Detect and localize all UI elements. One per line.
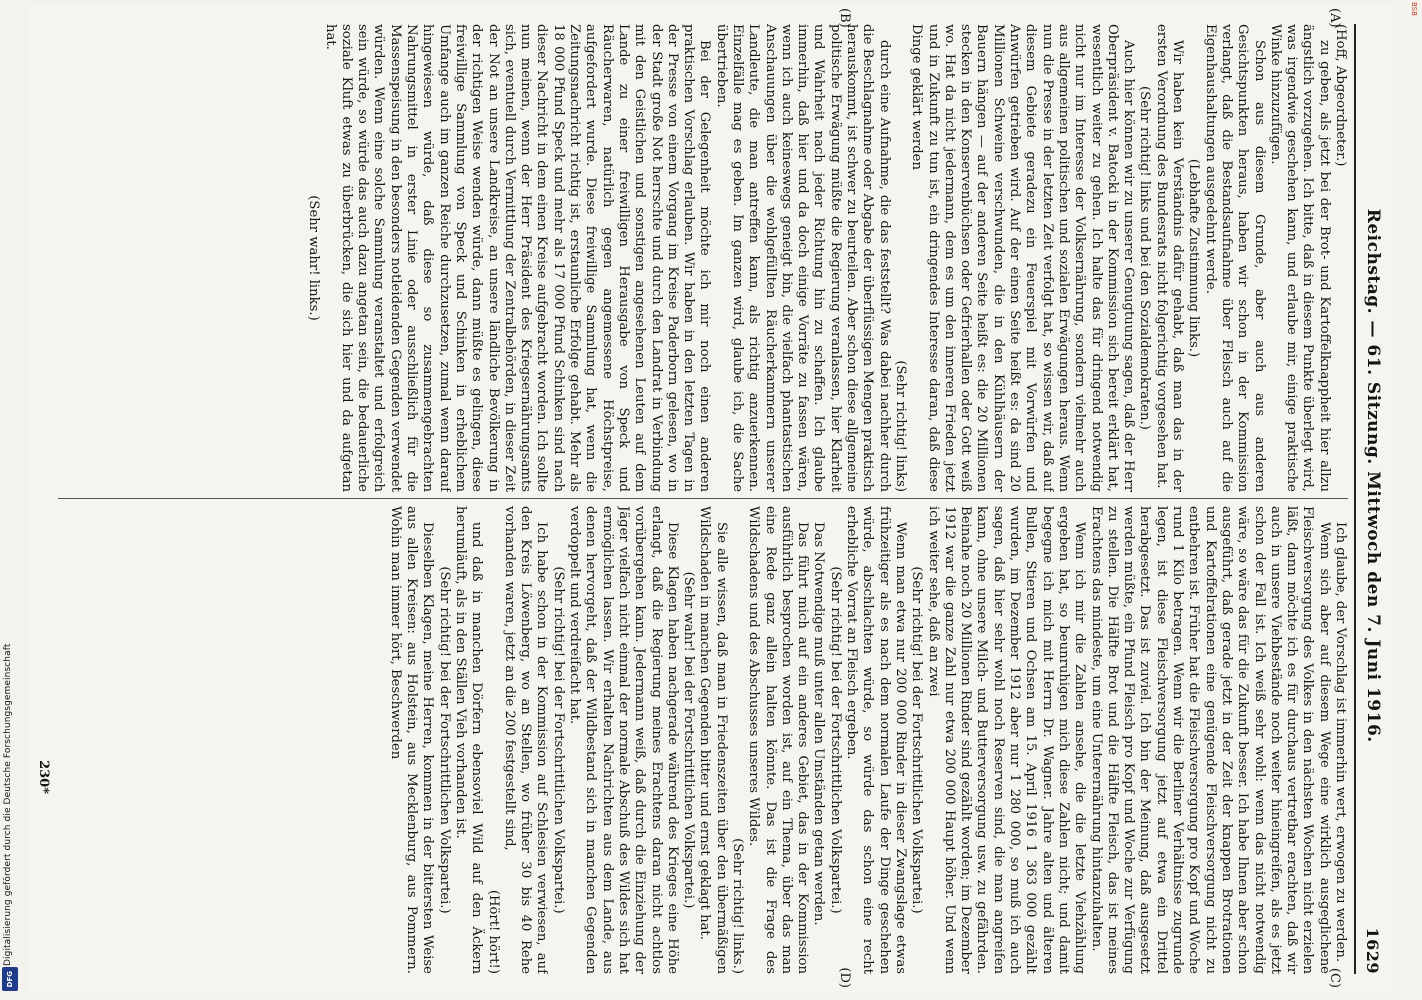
interjection: (Sehr richtig! bei der Fortschrittlichen Volkspartei.) (550, 566, 566, 914)
paragraph: Wenn sich aber auf diesem Wege eine wirklich ausgeglichene Fleischversorgung des Volkes in den nächsten Wochen nicht erzielen läßt, dann möchte ich es für durchaus vertretbar erachten, daß wir auch in unsere Viehbestände noch weiter hineingreifen, als es jetzt schon der Fall ist. Ich weiß sehr wohl: wenn das nicht notwendig wäre, so wäre das für die Zukunft besser. Ich habe Ihnen aber schon ausgeführt, daß gerade jetzt in der Zeit der knappen Brotrationen und Kartoffelrationen eine genügende Fleischversorgung nicht zu entbehren ist. Früher hat die Fleischversorgung pro Kopf und Woche rund 1 Kilo betragen. Wenn wir die Berliner Verhältnisse zugrunde legen, ist diese Fleischversorgung jetzt auf etwa ein Drittel herabgesetzt. Das ist zuviel. Ich bin der Meinung, daß ausgesetzt werden müßte, ein Pfund Fleisch pro Kopf und Woche zur Verfügung zu stellen. Die Hälfte Brot und die Hälfte Fleisch, das ist meines Erachtens das mindeste, um eine Unterernährung hintanzuhalten. (1088, 506, 1332, 974)
paragraph: Dieselben Klagen, meine Herren, kommen in der bittersten Weise aus allen Kreisen: aus Holstein, aus Mecklenburg, aus Pommern. Wohin man immer hört, Beschwerden (387, 506, 436, 974)
paragraph: Diese Klagen haben nachgerade während des Krieges eine Höhe erlangt, daß die Regierung meines Erachtens daran nicht achtlos vorübergehen kann. Jedermann weiß, daß durch die Einziehung der Jäger vielfach nicht einmal der normale Abschuß des Wildes sich hat ermöglichen lassen. Wir erhalten Nachrichten aus dem Lande, aus denen hervorgeht, daß der Wildbestand sich in manchen Gegenden verdoppelt und verdreifacht hat. (567, 506, 680, 974)
interjection: (Lebhafte Zustimmung links.) (1186, 158, 1202, 358)
margin-marker-b: (B) (837, 8, 852, 28)
paragraph: Sie alle wissen, daß man in Friedenszeiten über den übermäßigen Wildschaden in manchen Gegenden bitter und ernst geklagt hat. (697, 506, 729, 974)
paragraph: Ich glaube, der Vorschlag ist immerhin wert, erwogen zu werden. (1333, 522, 1348, 963)
paragraph: durch eine Aufnahme, die das feststellt? Was dabei nachher durch die Beschlagnahme oder Abgabe der überflüssigen Mengen praktisch herauskommt, ist schwer zu beurteilen. Aber schon diese allgemeine politische Erwägung müßte die Regierung veranlassen, hier Klarheit und Wahrheit nach jeder Richtung hin zu schaffen. Ich glaube immerhin, daß hier und da doch einige Vorräte zu fassen wären, wenn ich auch keineswegs geneigt bin, die vielfach phantastischen Anschauungen über die wohlgefüllten Räucherkammern unserer Landleute, die man antreffen kann, als richtig anzuerkennen. Einzelfälle mag es geben. Im ganzen wird, glaube ich, die Sache übertrieben. (713, 24, 892, 492)
page-header (1358, 24, 1388, 974)
paragraph: Das führt mich auf ein anderes Gebiet, das in der Kommission ausführlich besprochen worden ist, auf ein Thema, über das man eine Rede ganz allein halten könnte. Das ist die Frage des Wildschadens und des Abschusses unseres Wildes. (746, 506, 811, 974)
paragraph: Das Notwendige muß unter allen Umständen getan werden. (811, 522, 827, 926)
sheet-number: 230* (36, 760, 51, 794)
page-title: Reichstag. — 61. Sitzung. Mittwoch den 7. Juni 1916. (1363, 208, 1383, 743)
interjection: (Sehr richtig! bei der Fortschrittlichen Volkspartei.) (827, 566, 843, 914)
scan-viewport (28, 4, 1398, 994)
interjection: (Sehr richtig! links) (892, 360, 908, 492)
margin-marker-c: (C) (1327, 967, 1342, 988)
interjection: (Hört! hört!) (485, 889, 501, 974)
right-column (58, 506, 1348, 974)
dfg-logo-icon (2, 967, 18, 991)
header-rule (1354, 24, 1356, 974)
interjection: (Sehr richtig! links.) (730, 838, 746, 974)
paragraph: Wir haben kein Verständnis dafür gehabt, daß man das in der ersten Verordnung des Bundesrats nicht folgerichtig vorgesehen hat. (1153, 24, 1186, 492)
dfg-logo-text: DFG (6, 970, 14, 988)
speaker-label: (Hoff, Abgeordneter.) (1333, 24, 1348, 167)
column-divider (58, 498, 1348, 499)
digitization-strip (0, 0, 20, 1000)
page-number: 1629 (1363, 927, 1383, 974)
interjection: (Sehr wahr! bei der Fortschrittlichen Volkspartei.) (681, 571, 697, 909)
paragraph: Wenn man etwa nur 200 000 Rinder in dieser Zwangslage etwas frühzeitiger als es nach dem normalen Laufe der Dinge geschehen würde, abschlachten würde, so würde das schon eine recht erhebliche Vorrat an Fleisch ergeben. (844, 506, 908, 974)
interjection: (Sehr richtig! bei der Fortschrittlichen Volkspartei.) (909, 566, 925, 914)
paragraph: zu geben, als jetzt bei der Brot- und Kartoffelknappheit hier allzu ängstlich vorzugehen. Ich bitte, daß in diesem Punkte überlegt wird, was irgendwie geschehen kann, und erlaube mir, einige praktische Winke hinzuzufügen. (1267, 24, 1332, 492)
paragraph: Schon aus diesem Grunde, aber auch aus anderen Gesichtspunkten heraus, haben wir schon in der Kommission verlangt, daß die Bestandsaufnahme über Fleisch auch auf die Eigenhaushaltungen ausgedehnt werde. (1202, 24, 1267, 492)
document-page (28, 4, 1398, 994)
margin-marker-d: (D) (837, 967, 852, 988)
paragraph: Bei der Gelegenheit möchte ich mir noch einen anderen praktischen Vorschlag erlauben. Wir haben in den letzten Tagen in der Presse von einem Vorgang im Kreise Paderborn gelesen, wo in der Stadt große Not herrschte und durch den Landrat in Verbindung mit den Geistlichen und sonstigen angesehenen Leuten auf dem Lande zu einer freiwilligen Herausgabe von Speck und Räucherwaren, natürlich gegen angemessene Höchstpreise, aufgefordert wurde. Diese freiwillige Sammlung hat, wenn die Zeitungsnachricht richtig ist, erstaunliche Erfolge gehabt. Mehr als 18 000 Pfund Speck und mehr als 17 000 Pfund Schinken sind nach dieser Nachricht in dem einen Kreise aufgebracht worden. Ich sollte nun meinen, wenn der Herr Präsident des Kriegsernährungsamts sich, eventuell durch Vermittlung der Zentralbehörden, in dieser Zeit der Not an unsere Landkreise, an unsere ländliche Bevölkerung in der richtigen Weise wenden würde, dann müßte es gelingen, diese freiwillige Sammlung von Speck und Schinken in erheblichem Umfange auch im ganzen Reiche durchzusetzen, zumal wenn darauf hingewiesen würde, daß diese so zusammengebrachten Nahrungsmittel in erster Linie oder ausschließlich für die Massenspeisung in den besonders notleidenden Gegenden verwendet würden. Wenn eine solche Sammlung veranstaltet und erfolgreich sein würde, so würde das auch dazu angetan sein, die bedauerliche soziale Kluft etwas zu überbrücken, die sich hier und da aufgetan hat. (322, 24, 713, 492)
interjection: (Sehr wahr! links.) (306, 195, 322, 321)
paragraph: Ich habe schon in der Kommission auf Schlesien verwiesen, auf den Kreis Löwenberg, wo an Stellen, wo früher 30 bis 40 Rehe vorhanden waren, jetzt an die 200 festgestellt sind, (501, 506, 550, 974)
paragraph: Auch hier können wir zu unserer Genugtuung sagen, daß der Herr Oberpräsident v. Batocki in der Kommission sich bereit erklärt hat, wesentlich weiter zu gehen. Ich halte das für dringend notwendig nicht nur im Interesse der Volksernährung, sondern vielmehr auch aus allgemeinen politischen und sozialen Erwägungen heraus. Wenn nun die Presse in der letzten Zeit verfolgt hat, so wissen wir, daß auf diesem Gebiete geradezu ein Feuerspiel mit Vorwürfen und Anwürfen getrieben wird. Auf der einen Seite heißt es: da sind 20 Millionen Schweine verschwunden, die in den Kühlhäusern der Bauern hängen — auf der anderen Seite heißt es: die 20 Millionen stecken in den Konservenbüchsen oder Gefrierhallen oder Gott weiß wo. Hat da nicht jedermann, dem es um den inneren Frieden jetzt und in Zukunft zu tun ist, ein dringendes Interesse daran, daß diese Dinge geklärt werden (909, 24, 1137, 492)
interjection: (Sehr richtig! bei der Fortschrittlichen Volkspartei.) (436, 566, 452, 914)
left-column (58, 24, 1348, 492)
margin-marker-a: (A) (1327, 8, 1342, 28)
library-mark: BSB (1410, 2, 1418, 16)
paragraph: und daß in manchen Dörfern ebensoviel Wild auf den Äckern herumläuft, als in den Ställen Vieh vorhanden ist. (452, 506, 485, 974)
funding-note: Digitalisierung gefördert durch die Deutsche Forschungsgemeinschaft (3, 643, 13, 966)
interjection: (Sehr richtig! links und bei den Sozialdemokraten.) (1137, 86, 1153, 430)
paragraph: Wenn ich mir die Zahlen ansehe, die die letzte Viehzählung ergeben hat, so beunruhigen mich diese Zahlen nicht; und damit begegne ich mich mit Herrn Dr. Wagner. Jahre alten und älteren Bullen, Stieren und Ochsen am 15. April 1916 1 363 000 gezählt wurden, im Dezember 1912 aber nur 1 280 000, so muß ich auch sagen, daß hier sehr wohl noch Reserven sind, die man angreifen kann, ohne unsere Milch- und Butterversorgung usw. zu gefährden. Beinahe noch 20 Millionen Rinder sind gezählt worden; im Dezember 1912 war die ganze Zahl nur etwa 200 000 Haupt höher. Und wenn ich weiter sehe, daß an zwei (925, 506, 1088, 974)
